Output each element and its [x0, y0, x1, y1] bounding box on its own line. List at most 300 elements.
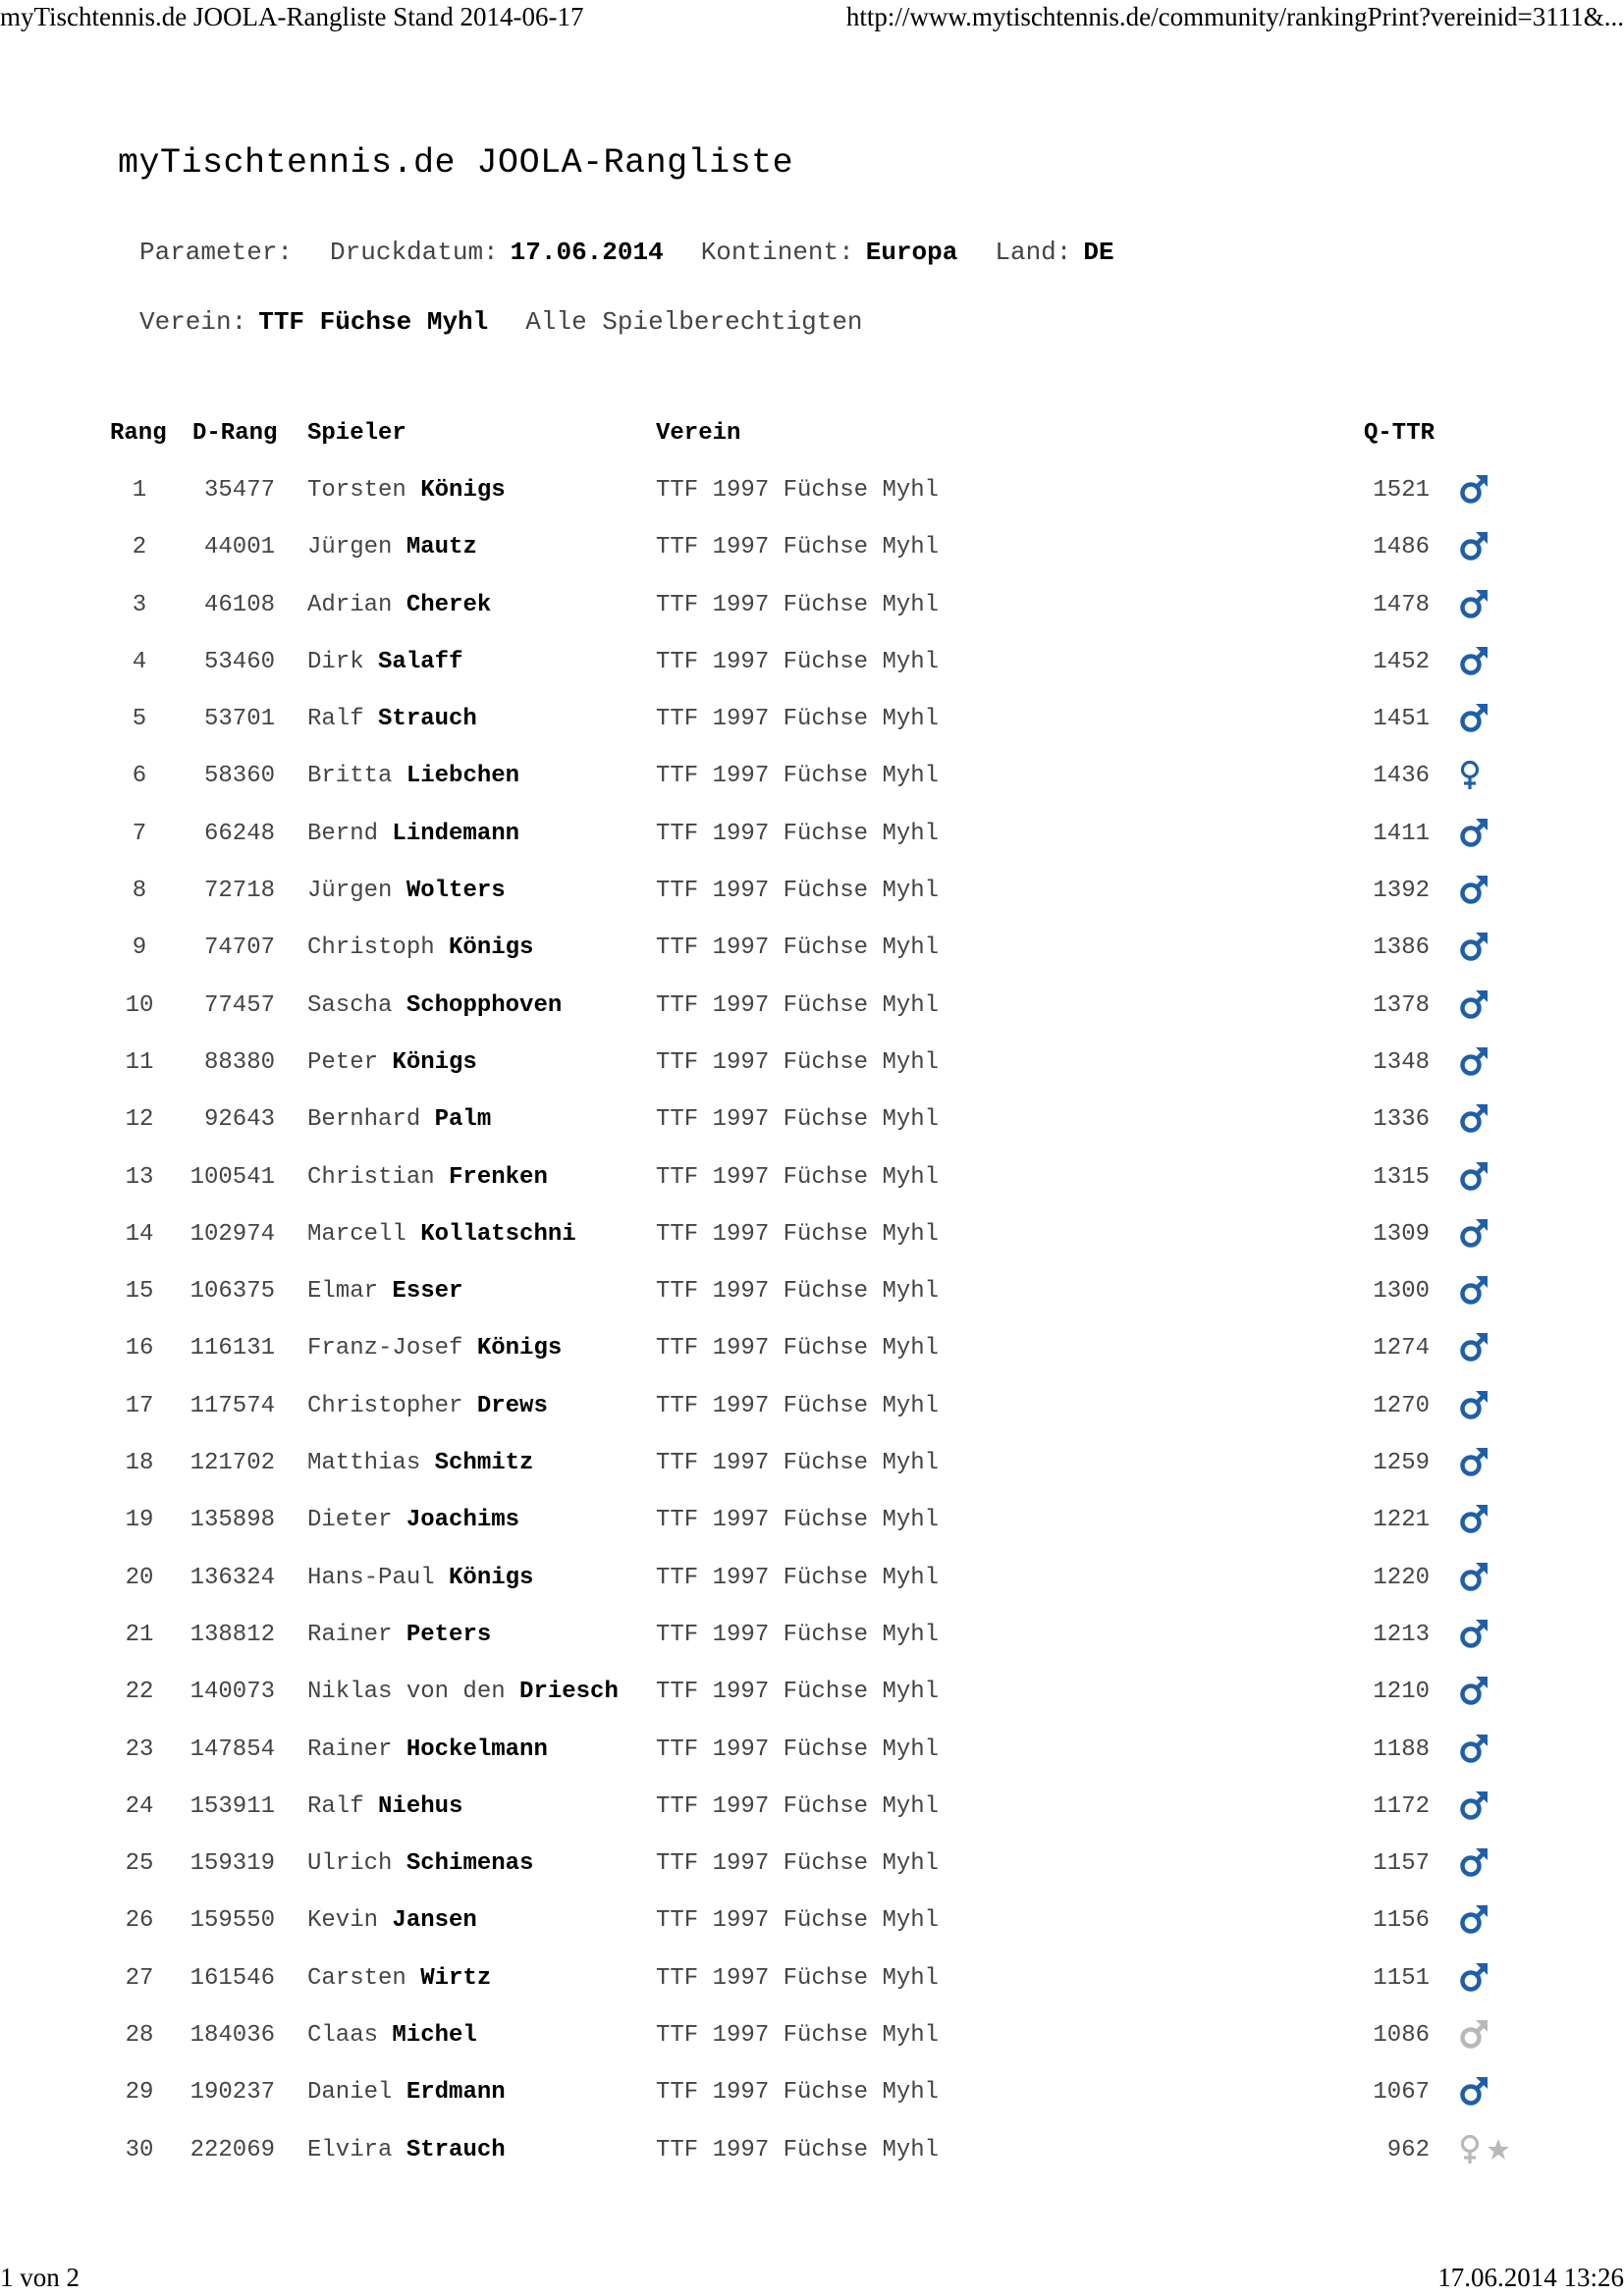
- male-icon: [1457, 1559, 1490, 1602]
- cell-status-icon: [1457, 1673, 1536, 1712]
- cell-spieler: [307, 706, 477, 732]
- cell-status-icon: [1457, 1272, 1536, 1311]
- cell-rang: 23: [125, 1735, 154, 1763]
- table-row: [0, 702, 1624, 759]
- cell-status-icon: [1457, 1387, 1536, 1426]
- player-first-name: Claas: [307, 2022, 379, 2050]
- cell-drang: 100541: [189, 1163, 275, 1191]
- cell-drang: 35477: [203, 477, 275, 504]
- cell-verein: TTF 1997 Füchse Myhl: [656, 1792, 940, 1820]
- cell-status-icon: [1457, 815, 1536, 854]
- player-last-name: Königs: [449, 934, 534, 962]
- player-first-name: Elvira: [307, 2136, 393, 2163]
- table-row: [0, 1961, 1624, 2018]
- player-first-name: Kevin: [307, 1907, 379, 1935]
- cell-qttr: 1348: [1373, 1048, 1430, 1076]
- male-icon: [1457, 929, 1490, 972]
- cell-spieler: [307, 934, 533, 961]
- cell-drang: 106375: [189, 1278, 275, 1306]
- cell-spieler: [307, 1679, 619, 1705]
- verein-value: TTF Füchse Myhl: [258, 307, 489, 337]
- cell-rang: 16: [125, 1335, 154, 1362]
- cell-drang: 102974: [189, 1220, 275, 1248]
- table-row: [0, 1789, 1624, 1846]
- male-icon: [1457, 1959, 1490, 2002]
- cell-drang: 184036: [189, 2022, 275, 2050]
- player-last-name: Lindemann: [392, 820, 520, 847]
- cell-verein: TTF 1997 Füchse Myhl: [656, 1278, 940, 1306]
- cell-verein: TTF 1997 Füchse Myhl: [656, 1679, 940, 1706]
- player-first-name: Bernd: [307, 820, 379, 847]
- table-row: [0, 1389, 1624, 1446]
- cell-verein: TTF 1997 Füchse Myhl: [656, 1163, 940, 1191]
- table-row: [0, 1102, 1624, 1159]
- male-icon: [1457, 1100, 1490, 1144]
- cell-verein: TTF 1997 Füchse Myhl: [656, 1335, 940, 1362]
- cell-rang: 6: [132, 763, 147, 790]
- player-last-name: Niehus: [378, 1792, 463, 1820]
- cell-drang: 136324: [189, 1564, 275, 1591]
- player-first-name: Daniel: [307, 2079, 393, 2107]
- table-row: [0, 988, 1624, 1045]
- male-icon: [1457, 1043, 1490, 1087]
- cell-drang: 147854: [189, 1735, 275, 1763]
- cell-rang: 2: [132, 534, 147, 561]
- player-first-name: Sascha: [307, 991, 393, 1019]
- table-row: [0, 530, 1624, 587]
- player-last-name: Peters: [406, 1621, 492, 1648]
- table-row: [0, 2018, 1624, 2075]
- cell-status-icon: [1457, 700, 1536, 739]
- cell-qttr: 1172: [1373, 1792, 1430, 1820]
- male-icon: [1457, 1731, 1490, 1774]
- cell-rang: 13: [125, 1163, 154, 1191]
- player-last-name: Erdmann: [406, 2079, 506, 2107]
- player-last-name: Kollatschni: [420, 1220, 576, 1248]
- cell-verein: TTF 1997 Füchse Myhl: [656, 1621, 940, 1648]
- cell-spieler: [307, 1278, 462, 1305]
- cell-spieler: [307, 477, 506, 504]
- male-icon: [1457, 528, 1490, 571]
- cell-qttr: 1486: [1373, 534, 1430, 561]
- cell-rang: 24: [125, 1792, 154, 1820]
- player-last-name: Schmitz: [434, 1450, 534, 1477]
- player-first-name: Rainer: [307, 1735, 393, 1763]
- print-footer: [0, 2261, 1624, 2294]
- player-last-name: Drews: [476, 1392, 548, 1419]
- cell-verein: TTF 1997 Füchse Myhl: [656, 1507, 940, 1534]
- cell-drang: 190237: [189, 2079, 275, 2107]
- table-row: [0, 1331, 1624, 1388]
- cell-rang: 9: [132, 934, 147, 962]
- table-row: [0, 759, 1624, 816]
- cell-spieler: [307, 1507, 519, 1533]
- player-last-name: Strauch: [378, 706, 477, 733]
- cell-qttr: 1151: [1373, 1964, 1430, 1992]
- cell-verein: TTF 1997 Füchse Myhl: [656, 1907, 940, 1935]
- male-icon: [1457, 700, 1490, 743]
- cell-rang: 11: [125, 1048, 154, 1076]
- table-row: [0, 931, 1624, 988]
- print-header: [0, 0, 1624, 33]
- table-row: [0, 588, 1624, 645]
- cell-spieler: [307, 763, 519, 789]
- cell-rang: 27: [125, 1964, 154, 1992]
- cell-drang: 53460: [203, 648, 275, 675]
- player-last-name: Mautz: [406, 534, 477, 561]
- male-icon: [1457, 1616, 1490, 1659]
- column-header-verein: Verein: [656, 420, 741, 447]
- table-row: [0, 817, 1624, 874]
- player-last-name: Wirtz: [420, 1964, 492, 1992]
- cell-drang: 117574: [189, 1392, 275, 1419]
- cell-qttr: 1157: [1373, 1850, 1430, 1878]
- cell-rang: 3: [132, 591, 147, 618]
- player-first-name: Elmar: [307, 1278, 379, 1306]
- cell-verein: TTF 1997 Füchse Myhl: [656, 820, 940, 847]
- table-row: [0, 1503, 1624, 1560]
- cell-status-icon: [1457, 872, 1536, 911]
- cell-verein: TTF 1997 Füchse Myhl: [656, 1048, 940, 1076]
- cell-rang: 20: [125, 1564, 154, 1591]
- cell-drang: 121702: [189, 1450, 275, 1477]
- male-icon: [1457, 1272, 1490, 1315]
- cell-spieler: [307, 1049, 477, 1076]
- cell-qttr: 1392: [1373, 878, 1430, 905]
- male-icon: [1457, 1501, 1490, 1544]
- cell-rang: 21: [125, 1621, 154, 1648]
- male-icon: [1457, 1844, 1490, 1888]
- player-first-name: Bernhard: [307, 1106, 421, 1134]
- player-first-name: Christoph: [307, 934, 435, 962]
- cell-spieler: [307, 1793, 462, 1820]
- player-last-name: Liebchen: [406, 763, 520, 790]
- cell-status-icon: [1457, 1158, 1536, 1198]
- cell-spieler: [307, 1907, 477, 1934]
- cell-status-icon: [1457, 1559, 1536, 1598]
- cell-status-icon: [1457, 1329, 1536, 1368]
- cell-verein: TTF 1997 Füchse Myhl: [656, 1564, 940, 1591]
- cell-qttr: 1451: [1373, 706, 1430, 733]
- player-first-name: Niklas von den: [307, 1679, 506, 1706]
- druckdatum-value: 17.06.2014: [510, 238, 664, 267]
- cell-qttr: 1221: [1373, 1507, 1430, 1534]
- cell-drang: 58360: [203, 763, 275, 790]
- male-icon: [1457, 643, 1490, 686]
- cell-status-icon: [1457, 1100, 1536, 1140]
- player-first-name: Ulrich: [307, 1850, 393, 1878]
- cell-qttr: 1259: [1373, 1450, 1430, 1477]
- player-last-name: Joachims: [406, 1507, 520, 1534]
- player-last-name: Hockelmann: [406, 1735, 548, 1763]
- cell-rang: 7: [132, 820, 147, 847]
- cell-spieler: [307, 649, 462, 675]
- cell-drang: 92643: [203, 1106, 275, 1134]
- table-row: [0, 1045, 1624, 1102]
- cell-rang: 5: [132, 706, 147, 733]
- cell-drang: 135898: [189, 1507, 275, 1534]
- player-first-name: Adrian: [307, 591, 393, 618]
- male-inactive-icon: [1457, 2016, 1490, 2059]
- male-icon: [1457, 1387, 1490, 1430]
- table-row: [0, 1903, 1624, 1960]
- male-icon: [1457, 1673, 1490, 1716]
- player-first-name: Peter: [307, 1048, 379, 1076]
- cell-spieler: [307, 1164, 548, 1191]
- cell-qttr: 1210: [1373, 1679, 1430, 1706]
- player-first-name: Torsten: [307, 477, 406, 504]
- kontinent-label: Kontinent:: [700, 238, 854, 267]
- male-icon: [1457, 1788, 1490, 1831]
- player-last-name: Cherek: [406, 591, 492, 618]
- cell-verein: TTF 1997 Füchse Myhl: [656, 2079, 940, 2107]
- cell-drang: 159550: [189, 1907, 275, 1935]
- cell-drang: 74707: [203, 934, 275, 962]
- cell-spieler: [307, 1850, 533, 1877]
- cell-qttr: 1378: [1373, 991, 1430, 1019]
- cell-rang: 1: [132, 477, 147, 504]
- male-icon: [1457, 1329, 1490, 1372]
- cell-qttr: 1220: [1373, 1564, 1430, 1591]
- cell-drang: 46108: [203, 591, 275, 618]
- cell-qttr: 1270: [1373, 1392, 1430, 1419]
- cell-drang: 44001: [203, 534, 275, 561]
- land-value: DE: [1083, 238, 1114, 267]
- player-first-name: Dieter: [307, 1507, 393, 1534]
- male-icon: [1457, 2073, 1490, 2116]
- player-last-name: Wolters: [406, 878, 506, 905]
- ranking-table-body: [0, 473, 1624, 2190]
- cell-spieler: [307, 1736, 548, 1763]
- cell-status-icon: [1457, 1901, 1536, 1941]
- table-row: [0, 1733, 1624, 1789]
- table-row: [0, 1274, 1624, 1331]
- cell-status-icon: [1457, 471, 1536, 510]
- cell-verein: TTF 1997 Füchse Myhl: [656, 763, 940, 790]
- male-icon: [1457, 872, 1490, 915]
- player-first-name: Jürgen: [307, 878, 393, 905]
- cell-verein: TTF 1997 Füchse Myhl: [656, 477, 940, 504]
- cell-drang: 53701: [203, 706, 275, 733]
- cell-status-icon: [1457, 757, 1536, 796]
- male-icon: [1457, 987, 1490, 1030]
- table-row: [0, 1446, 1624, 1503]
- cell-status-icon: [1457, 1043, 1536, 1083]
- cell-rang: 4: [132, 648, 147, 675]
- cell-qttr: 1411: [1373, 820, 1430, 847]
- land-label: Land:: [995, 238, 1072, 267]
- cell-status-icon: [1457, 1731, 1536, 1770]
- male-icon: [1457, 586, 1490, 629]
- player-last-name: Esser: [392, 1278, 463, 1306]
- player-last-name: Michel: [392, 2022, 477, 2050]
- cell-status-icon: [1457, 2073, 1536, 2112]
- cell-verein: TTF 1997 Füchse Myhl: [656, 991, 940, 1019]
- cell-verein: TTF 1997 Füchse Myhl: [656, 1106, 940, 1134]
- druckdatum-label: Druckdatum:: [330, 238, 499, 267]
- cell-status-icon: [1457, 1788, 1536, 1827]
- player-last-name: Schimenas: [406, 1850, 534, 1878]
- cell-verein: TTF 1997 Füchse Myhl: [656, 878, 940, 905]
- print-header-url: http://www.mytischtennis.de/community/rankingPrint?vereinid=3111&...: [845, 2, 1624, 31]
- player-first-name: Christopher: [307, 1392, 463, 1419]
- cell-qttr: 962: [1386, 2136, 1430, 2163]
- cell-drang: 66248: [203, 820, 275, 847]
- player-first-name: Ralf: [307, 706, 364, 733]
- player-first-name: Rainer: [307, 1621, 393, 1648]
- cell-spieler: [307, 821, 519, 847]
- male-icon: [1457, 1901, 1490, 1945]
- table-row: [0, 2133, 1624, 2190]
- cell-drang: 159319: [189, 1850, 275, 1878]
- table-row: [0, 874, 1624, 931]
- player-first-name: Carsten: [307, 1964, 406, 1992]
- column-header-qttr: Q-TTR: [1364, 420, 1435, 447]
- table-row: [0, 645, 1624, 702]
- player-last-name: Palm: [434, 1106, 492, 1134]
- cell-qttr: 1067: [1373, 2079, 1430, 2107]
- cell-spieler: [307, 592, 491, 618]
- table-row: [0, 1160, 1624, 1217]
- page-title: myTischtennis.de JOOLA-Rangliste: [118, 143, 794, 183]
- cell-qttr: 1309: [1373, 1220, 1430, 1248]
- cell-rang: 12: [125, 1106, 154, 1134]
- player-last-name: Driesch: [519, 1679, 619, 1706]
- cell-verein: TTF 1997 Füchse Myhl: [656, 1392, 940, 1419]
- male-icon: [1457, 471, 1490, 514]
- cell-qttr: 1188: [1373, 1735, 1430, 1763]
- cell-status-icon: [1457, 1844, 1536, 1884]
- cell-verein: TTF 1997 Füchse Myhl: [656, 1964, 940, 1992]
- cell-spieler: [307, 2137, 506, 2163]
- cell-spieler: [307, 1393, 548, 1419]
- player-first-name: Marcell: [307, 1220, 406, 1248]
- male-icon: [1457, 1158, 1490, 1201]
- player-last-name: Königs: [420, 477, 506, 504]
- cell-status-icon: [1457, 643, 1536, 682]
- cell-rang: 25: [125, 1850, 154, 1878]
- player-first-name: Dirk: [307, 648, 364, 675]
- male-icon: [1457, 1215, 1490, 1258]
- cell-drang: 161546: [189, 1964, 275, 1992]
- female-icon: [1457, 757, 1485, 800]
- cell-drang: 138812: [189, 1621, 275, 1648]
- column-header-drang: D-Rang: [192, 420, 278, 447]
- cell-qttr: 1213: [1373, 1621, 1430, 1648]
- cell-drang: 72718: [203, 878, 275, 905]
- column-header-rang: Rang: [110, 420, 167, 447]
- cell-rang: 28: [125, 2022, 154, 2050]
- filter-label: Alle Spielberechtigten: [525, 307, 863, 337]
- cell-qttr: 1300: [1373, 1278, 1430, 1306]
- print-header-title: myTischtennis.de JOOLA-Rangliste Stand 2014-06-17: [0, 2, 584, 31]
- cell-rang: 10: [125, 991, 154, 1019]
- cell-drang: 153911: [189, 1792, 275, 1820]
- cell-qttr: 1436: [1373, 763, 1430, 790]
- cell-status-icon: [1457, 1501, 1536, 1540]
- cell-drang: 116131: [189, 1335, 275, 1362]
- table-row: [0, 1675, 1624, 1732]
- cell-verein: TTF 1997 Füchse Myhl: [656, 1850, 940, 1878]
- cell-verein: TTF 1997 Füchse Myhl: [656, 1450, 940, 1477]
- parameters-line: [139, 238, 1114, 267]
- cell-drang: 222069: [189, 2136, 275, 2163]
- cell-rang: 17: [125, 1392, 154, 1419]
- kontinent-value: Europa: [865, 238, 958, 267]
- cell-rang: 8: [132, 878, 147, 905]
- player-first-name: Matthias: [307, 1450, 421, 1477]
- table-row: [0, 1846, 1624, 1903]
- cell-status-icon: [1457, 2131, 1536, 2170]
- cell-status-icon: [1457, 1616, 1536, 1655]
- cell-qttr: 1386: [1373, 934, 1430, 962]
- male-icon: [1457, 815, 1490, 858]
- cell-status-icon: [1457, 1959, 1536, 1999]
- cell-qttr: 1086: [1373, 2022, 1430, 2050]
- player-first-name: Ralf: [307, 1792, 364, 1820]
- cell-spieler: [307, 1965, 491, 1992]
- cell-rang: 15: [125, 1278, 154, 1306]
- player-last-name: Königs: [476, 1335, 563, 1362]
- verein-line: [139, 307, 863, 337]
- cell-rang: 26: [125, 1907, 154, 1935]
- table-row: [0, 1618, 1624, 1675]
- cell-rang: 30: [125, 2136, 154, 2163]
- cell-rang: 19: [125, 1507, 154, 1534]
- female-inactive-icon: [1457, 2131, 1485, 2174]
- cell-qttr: 1521: [1373, 477, 1430, 504]
- player-last-name: Salaff: [378, 648, 463, 675]
- cell-qttr: 1478: [1373, 591, 1430, 618]
- cell-spieler: [307, 992, 562, 1019]
- player-first-name: Hans-Paul: [307, 1564, 435, 1591]
- player-last-name: Königs: [392, 1048, 477, 1076]
- cell-status-icon: [1457, 987, 1536, 1026]
- player-last-name: Königs: [449, 1564, 534, 1591]
- cell-verein: TTF 1997 Füchse Myhl: [656, 1220, 940, 1248]
- cell-spieler: [307, 1622, 491, 1648]
- cell-rang: 29: [125, 2079, 154, 2107]
- player-last-name: Schopphoven: [406, 991, 563, 1019]
- table-row: [0, 1561, 1624, 1618]
- player-first-name: Christian: [307, 1163, 435, 1191]
- table-row: [0, 473, 1624, 530]
- player-first-name: Britta: [307, 763, 393, 790]
- cell-spieler: [307, 1221, 576, 1248]
- cell-qttr: 1274: [1373, 1335, 1430, 1362]
- cell-rang: 18: [125, 1450, 154, 1477]
- cell-verein: TTF 1997 Füchse Myhl: [656, 706, 940, 733]
- cell-verein: TTF 1997 Füchse Myhl: [656, 534, 940, 561]
- cell-spieler: [307, 2022, 477, 2049]
- star-icon: [1485, 2131, 1512, 2174]
- cell-qttr: 1336: [1373, 1106, 1430, 1134]
- cell-status-icon: [1457, 1444, 1536, 1483]
- cell-status-icon: [1457, 2016, 1536, 2056]
- page-number: 1 von 2: [0, 2263, 80, 2292]
- cell-drang: 77457: [203, 991, 275, 1019]
- cell-spieler: [307, 878, 506, 904]
- cell-drang: 140073: [189, 1679, 275, 1706]
- cell-status-icon: [1457, 528, 1536, 567]
- cell-spieler: [307, 1335, 562, 1362]
- cell-spieler: [307, 1450, 533, 1476]
- cell-qttr: 1452: [1373, 648, 1430, 675]
- cell-spieler: [307, 1106, 491, 1133]
- cell-rang: 14: [125, 1220, 154, 1248]
- cell-verein: TTF 1997 Füchse Myhl: [656, 934, 940, 962]
- male-icon: [1457, 1444, 1490, 1487]
